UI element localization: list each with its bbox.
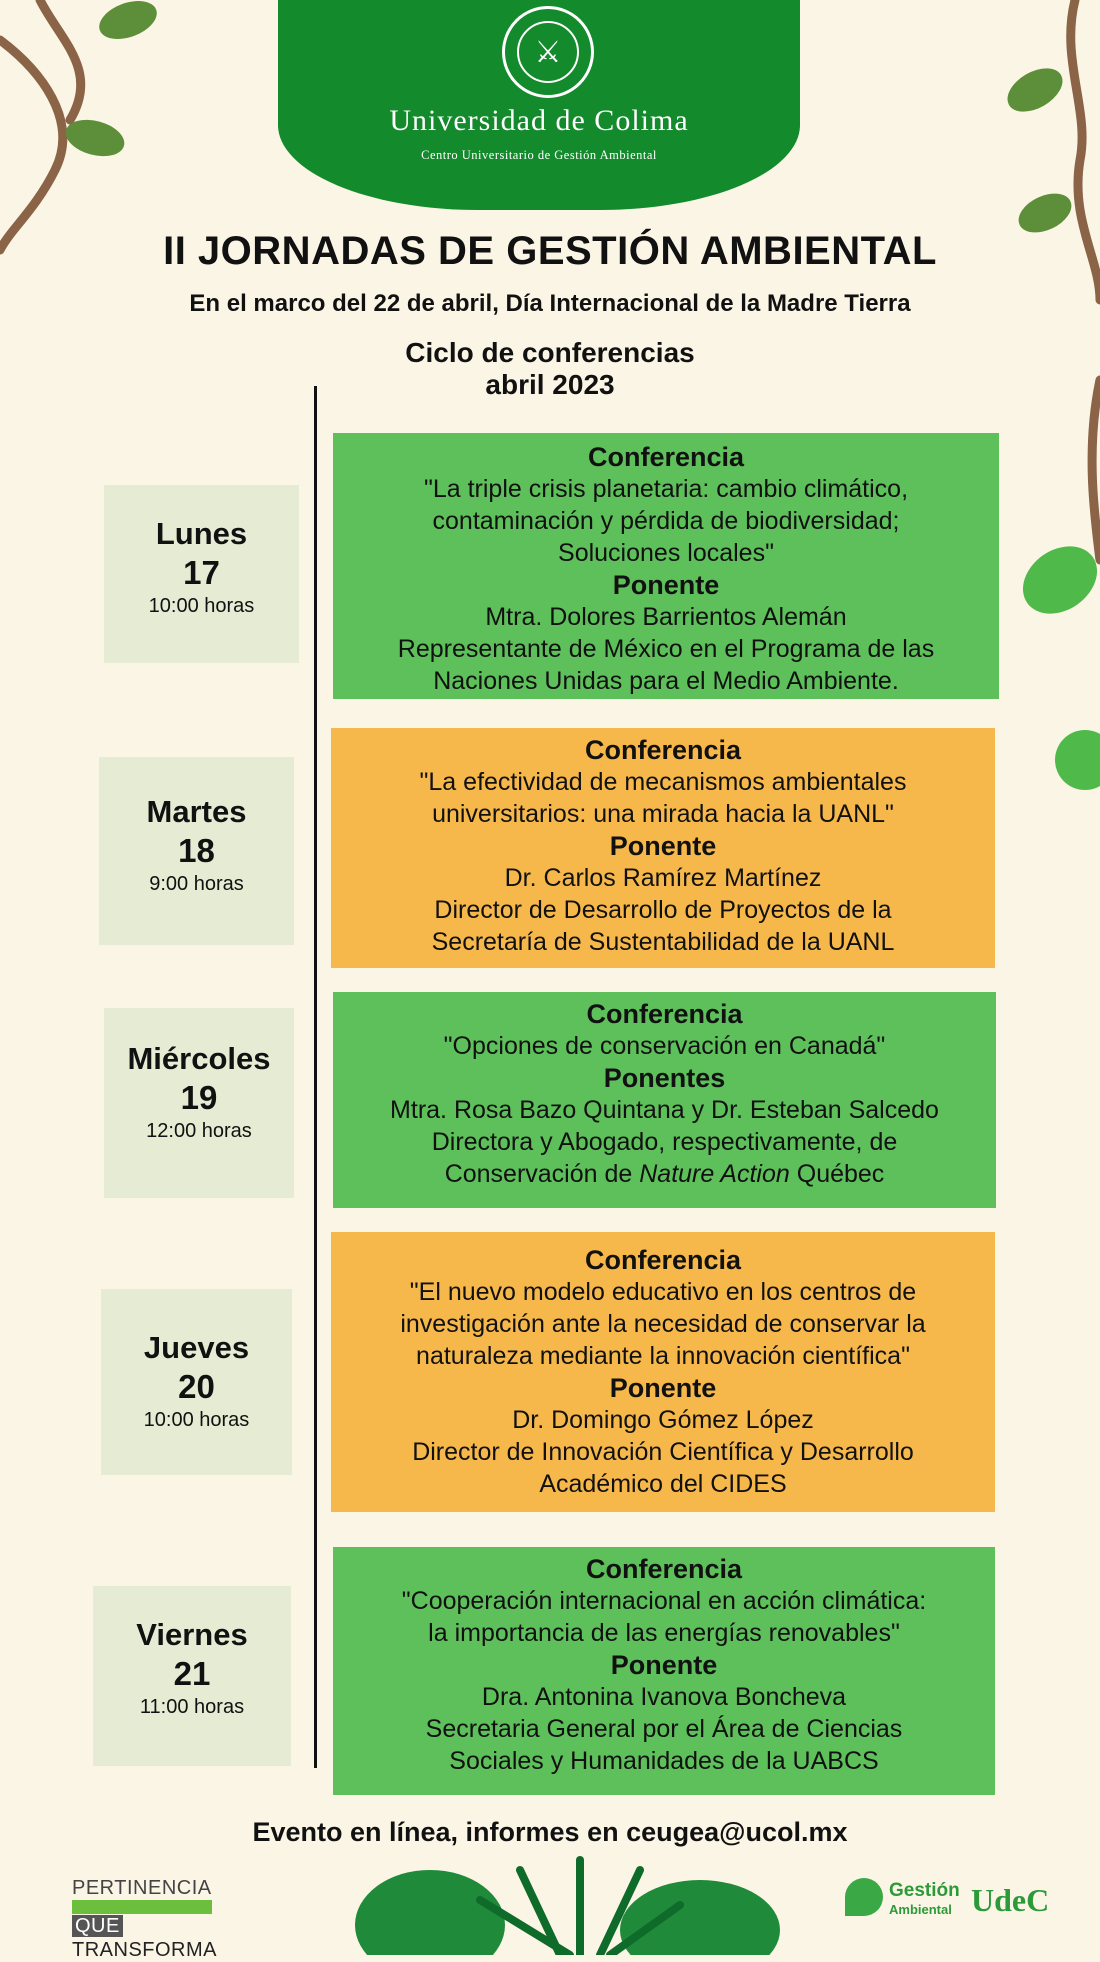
card-speaker-heading: Ponente <box>609 831 717 861</box>
card-speaker-line: Académico del CIDES <box>539 1470 787 1498</box>
card-title-line: universitarios: una mirada hacia la UANL" <box>432 800 894 828</box>
monstera-leaf-icon <box>355 1870 505 1955</box>
day-time: 11:00 horas <box>139 1696 245 1718</box>
card-speaker-line: Naciones Unidas para el Medio Ambiente. <box>433 667 899 695</box>
day-box-tuesday <box>99 757 294 945</box>
university-center: Centro Universitario de Gestión Ambiental <box>421 148 657 162</box>
pertinencia-logo <box>72 1876 272 1962</box>
card-title-line: contaminación y pérdida de biodiversidad; <box>432 507 900 535</box>
card-speaker-line: Mtra. Dolores Barrientos Alemán <box>485 603 847 631</box>
timeline-line <box>314 386 317 1768</box>
day-box-wednesday <box>104 1008 294 1198</box>
page-subtitle: En el marco del 22 de abril, Día Internacional de la Madre Tierra <box>189 290 911 317</box>
card-speaker-line: Conservación de Nature Action Québec <box>444 1160 885 1188</box>
card-title-line: investigación ante la necesidad de conservar la <box>400 1310 926 1338</box>
card-speaker-line: Directora y Abogado, respectivamente, de <box>431 1128 898 1156</box>
day-box-thursday <box>101 1289 292 1475</box>
card-speaker-line: Secretaria General por el Área de Ciencias <box>425 1715 903 1743</box>
card-heading: Conferencia <box>585 1554 743 1584</box>
university-name: Universidad de Colima <box>389 104 689 137</box>
card-heading: Conferencia <box>587 442 745 472</box>
university-seal-icon <box>502 6 594 98</box>
day-date: 18 <box>178 832 215 869</box>
card-title-line: Soluciones locales" <box>558 539 774 567</box>
day-time: 12:00 horas <box>146 1120 252 1142</box>
day-box-monday <box>104 485 299 663</box>
day-date: 21 <box>173 1655 211 1692</box>
day-name: Martes <box>146 794 247 829</box>
day-time: 9:00 horas <box>149 873 244 895</box>
card-speaker-heading: Ponente <box>612 570 720 600</box>
card-title-line: la importancia de las energías renovables" <box>428 1619 900 1647</box>
card-title-line: "El nuevo modelo educativo en los centros de <box>409 1278 917 1306</box>
card-title-line: "Cooperación internacional en acción climática: <box>401 1587 927 1615</box>
card-speaker-line: Representante de México en el Programa de las <box>397 635 935 663</box>
card-speaker-heading: Ponente <box>610 1650 718 1680</box>
parrot-icon <box>845 1878 883 1916</box>
day-name: Jueves <box>143 1330 250 1365</box>
logo-word: Gestión <box>889 1880 960 1901</box>
logo-word: Ambiental <box>889 1902 952 1917</box>
day-date: 19 <box>180 1079 218 1116</box>
card-speaker-line: Mtra. Rosa Bazo Quintana y Dr. Esteban Salcedo <box>390 1096 939 1124</box>
day-date: 17 <box>183 554 220 591</box>
card-speaker-line: Director de Innovación Científica y Desarrollo <box>412 1438 914 1466</box>
page-title: II JORNADAS DE GESTIÓN AMBIENTAL <box>163 229 937 273</box>
event-card-wednesday <box>333 992 996 1208</box>
card-heading: Conferencia <box>586 999 743 1029</box>
card-speaker-line: Sociales y Humanidades de la UABCS <box>449 1747 879 1775</box>
card-heading: Conferencia <box>584 735 742 765</box>
card-heading: Conferencia <box>584 1245 742 1275</box>
card-speaker-line: Secretaría de Sustentabilidad de la UANL <box>431 928 895 956</box>
card-speaker-line: Dr. Carlos Ramírez Martínez <box>504 864 822 892</box>
eagle-crest-icon: ⚔ <box>517 21 579 83</box>
day-box-friday <box>93 1586 291 1766</box>
vine-left-icon <box>0 40 63 250</box>
cycle-line: Ciclo de conferencias <box>405 337 695 368</box>
card-speaker-heading: Ponente <box>609 1373 717 1403</box>
card-speaker-line: Dra. Antonina Ivanova Boncheva <box>481 1683 847 1711</box>
logo-word: QUE <box>72 1915 123 1937</box>
logo-word: TRANSFORMA <box>72 1939 217 1961</box>
card-title-line: "La triple crisis planetaria: cambio climático, <box>423 475 909 503</box>
logo-word: PERTINENCIA <box>72 1876 212 1914</box>
day-name: Miércoles <box>127 1041 271 1076</box>
day-name: Viernes <box>136 1617 248 1652</box>
cycle-heading <box>0 337 1100 401</box>
event-card-thursday <box>331 1232 995 1512</box>
card-speaker-line: Dr. Domingo Gómez López <box>512 1406 814 1434</box>
day-time: 10:00 horas <box>143 1409 250 1431</box>
card-speaker-line: Director de Desarrollo de Proyectos de la <box>434 896 892 924</box>
day-time: 10:00 horas <box>148 595 255 617</box>
cycle-line: abril 2023 <box>485 369 615 400</box>
day-date: 20 <box>178 1368 215 1405</box>
card-title-line: "La efectividad de mecanismos ambientales <box>419 768 907 796</box>
day-name: Lunes <box>155 516 248 551</box>
event-card-friday <box>333 1547 995 1795</box>
card-speaker-heading: Ponentes <box>603 1063 726 1093</box>
gestion-ambiental-logo <box>845 1874 1050 1934</box>
card-title-line: naturaleza mediante la innovación científica" <box>416 1342 910 1370</box>
card-title-line: "Opciones de conservación en Canadá" <box>443 1032 886 1060</box>
event-card-monday <box>333 433 999 699</box>
event-card-tuesday <box>331 728 995 968</box>
logo-word: UdeC <box>971 1882 1050 1918</box>
footer-contact: Evento en línea, informes en ceugea@ucol.mx <box>252 1817 848 1847</box>
leaf-icon <box>94 0 162 46</box>
